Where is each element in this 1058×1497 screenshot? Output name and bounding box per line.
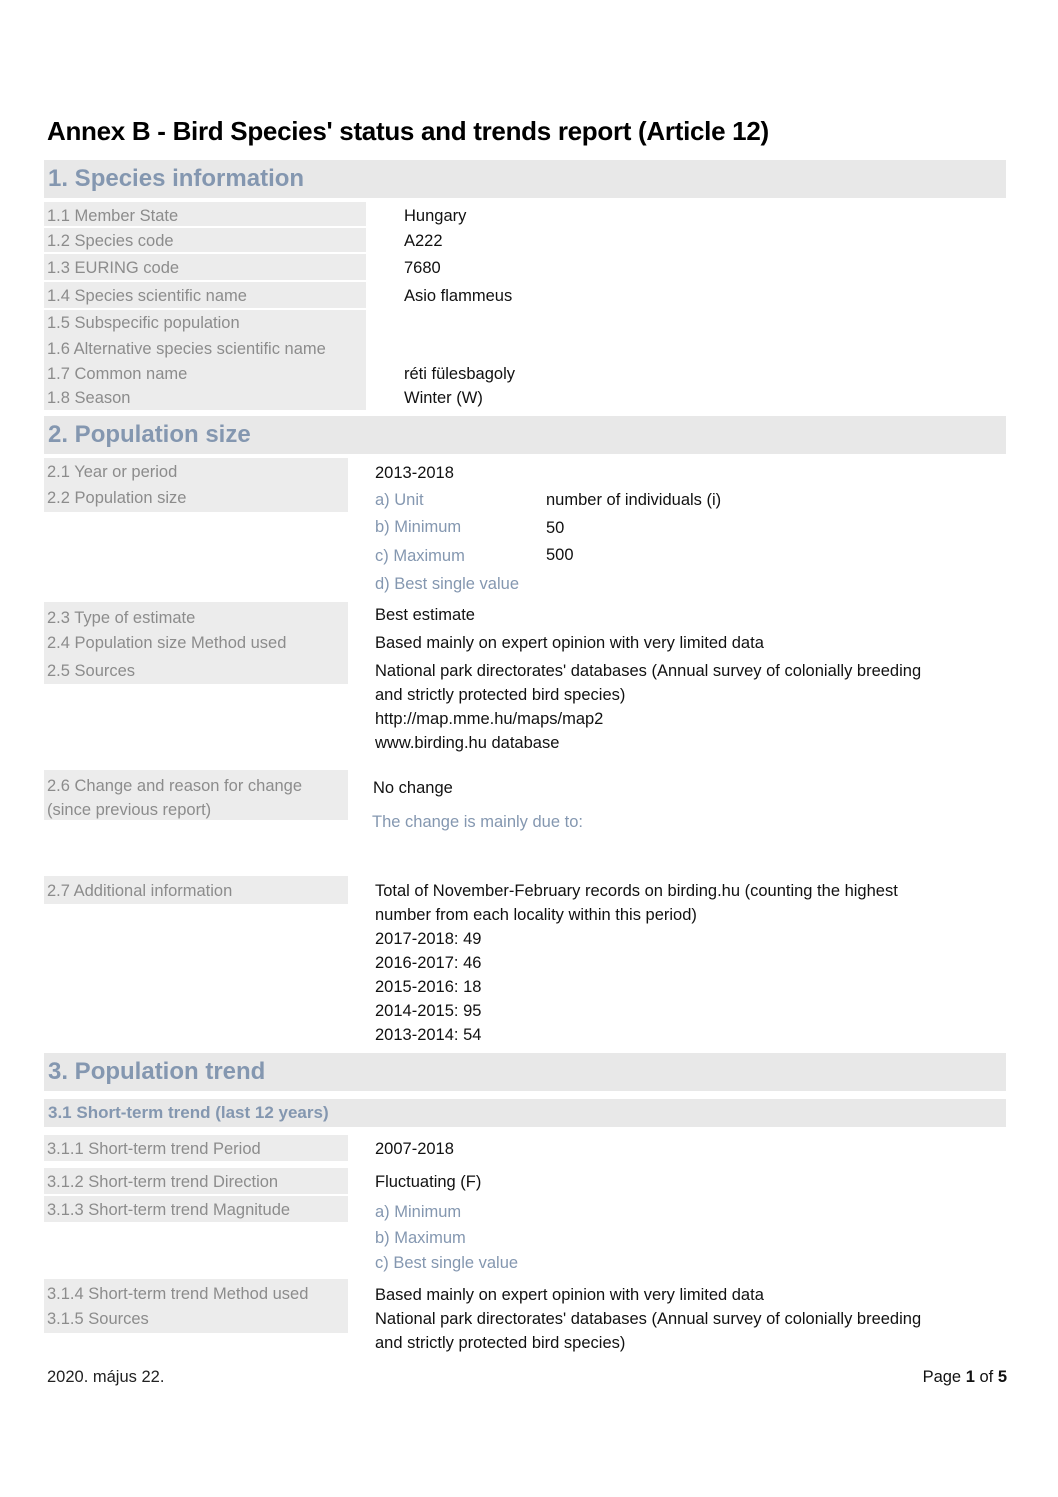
- sources-line: http://map.mme.hu/maps/map2: [375, 710, 604, 728]
- footer-date: 2020. május 22.: [47, 1368, 165, 1386]
- value-method-used: Based mainly on expert opinion with very limited data: [375, 634, 764, 652]
- label-species-code: 1.2 Species code: [47, 232, 174, 250]
- label-alternative-name: 1.6 Alternative species scientific name: [47, 340, 326, 358]
- value-year-or-period: 2013-2018: [375, 464, 454, 482]
- value-member-state: Hungary: [404, 207, 467, 225]
- section-title: 3. Population trend: [48, 1058, 266, 1085]
- value-change: No change: [373, 779, 453, 797]
- label-euring-code: 1.3 EURING code: [47, 259, 180, 277]
- label-trend-magnitude: 3.1.3 Short-term trend Magnitude: [47, 1201, 291, 1219]
- page-prefix: Page: [922, 1368, 966, 1386]
- additional-line: number from each locality within this period): [375, 906, 697, 924]
- section-header-population-size: [44, 416, 1006, 454]
- section-header-species-information: [44, 160, 1006, 198]
- section-header-population-trend: [44, 1053, 1006, 1091]
- value-maximum: 500: [546, 546, 574, 564]
- label-season: 1.8 Season: [47, 389, 131, 407]
- label-trend-best-single-value: c) Best single value: [375, 1254, 519, 1272]
- subsection-header-short-term-trend: [44, 1099, 1006, 1127]
- sources-line: www.birding.hu database: [375, 734, 560, 752]
- label-type-of-estimate: 2.3 Type of estimate: [47, 609, 196, 627]
- label-trend-period: 3.1.1 Short-term trend Period: [47, 1140, 261, 1158]
- label-subspecific-population: 1.5 Subspecific population: [47, 314, 240, 332]
- label-trend-sources: 3.1.5 Sources: [47, 1310, 149, 1328]
- page-number: 1: [965, 1368, 975, 1386]
- additional-line: 2013-2014: 54: [375, 1026, 482, 1044]
- value-type-of-estimate: Best estimate: [375, 606, 475, 624]
- sources-line: and strictly protected bird species): [375, 686, 626, 704]
- value-sources: [375, 659, 921, 755]
- value-scientific-name: Asio flammeus: [404, 287, 513, 305]
- value-species-code: A222: [404, 232, 443, 250]
- value-season: Winter (W): [404, 389, 483, 407]
- value-trend-period: 2007-2018: [375, 1140, 454, 1158]
- label-population-size: 2.2 Population size: [47, 489, 187, 507]
- subsection-title: 3.1 Short-term trend (last 12 years): [48, 1103, 329, 1122]
- sources-line: National park directorates' databases (Annual survey of colonially breeding: [375, 1310, 922, 1328]
- additional-line: 2016-2017: 46: [375, 954, 482, 972]
- label-sources: 2.5 Sources: [47, 662, 136, 680]
- label-trend-minimum: a) Minimum: [375, 1203, 462, 1221]
- label-change-since: (since previous report): [47, 801, 212, 819]
- value-euring-code: 7680: [404, 259, 441, 277]
- value-common-name: réti fülesbagoly: [404, 365, 515, 383]
- label-best-single-value: d) Best single value: [375, 575, 519, 593]
- label-scientific-name: 1.4 Species scientific name: [47, 287, 247, 305]
- label-method-used: 2.4 Population size Method used: [47, 634, 287, 652]
- label-trend-method-used: 3.1.4 Short-term trend Method used: [47, 1285, 309, 1303]
- additional-line: 2014-2015: 95: [375, 1002, 482, 1020]
- label-minimum: b) Minimum: [375, 518, 462, 536]
- page-total: 5: [997, 1368, 1007, 1386]
- label-trend-direction: 3.1.2 Short-term trend Direction: [47, 1173, 279, 1191]
- value-minimum: 50: [546, 519, 565, 537]
- value-trend-method-used: Based mainly on expert opinion with very limited data: [375, 1286, 764, 1304]
- sources-line: and strictly protected bird species): [375, 1334, 626, 1352]
- section-title: 1. Species information: [48, 165, 305, 192]
- section-title: 2. Population size: [48, 421, 251, 448]
- label-maximum: c) Maximum: [375, 547, 465, 565]
- label-trend-maximum: b) Maximum: [375, 1229, 466, 1247]
- label-member-state: 1.1 Member State: [47, 207, 179, 225]
- page-of: of: [974, 1368, 998, 1386]
- additional-line: 2017-2018: 49: [375, 930, 482, 948]
- label-additional-information: 2.7 Additional information: [47, 882, 233, 900]
- label-year-or-period: 2.1 Year or period: [47, 463, 178, 481]
- label-change: 2.6 Change and reason for change: [47, 777, 303, 795]
- additional-line: Total of November-February records on birding.hu (counting the highest: [375, 882, 898, 900]
- value-trend-direction: Fluctuating (F): [375, 1173, 482, 1191]
- label-unit: a) Unit: [375, 491, 424, 509]
- page-title: Annex B - Bird Species' status and trends report (Article 12): [47, 116, 769, 146]
- additional-line: 2015-2016: 18: [375, 978, 482, 996]
- label-change-reason: The change is mainly due to:: [372, 813, 583, 831]
- value-unit: number of individuals (i): [546, 491, 722, 509]
- page-indicator: [923, 1368, 1007, 1387]
- sources-line: National park directorates' databases (Annual survey of colonially breeding: [375, 662, 922, 680]
- value-trend-sources: [375, 1307, 921, 1355]
- value-additional-information: [375, 879, 898, 1047]
- label-common-name: 1.7 Common name: [47, 365, 188, 383]
